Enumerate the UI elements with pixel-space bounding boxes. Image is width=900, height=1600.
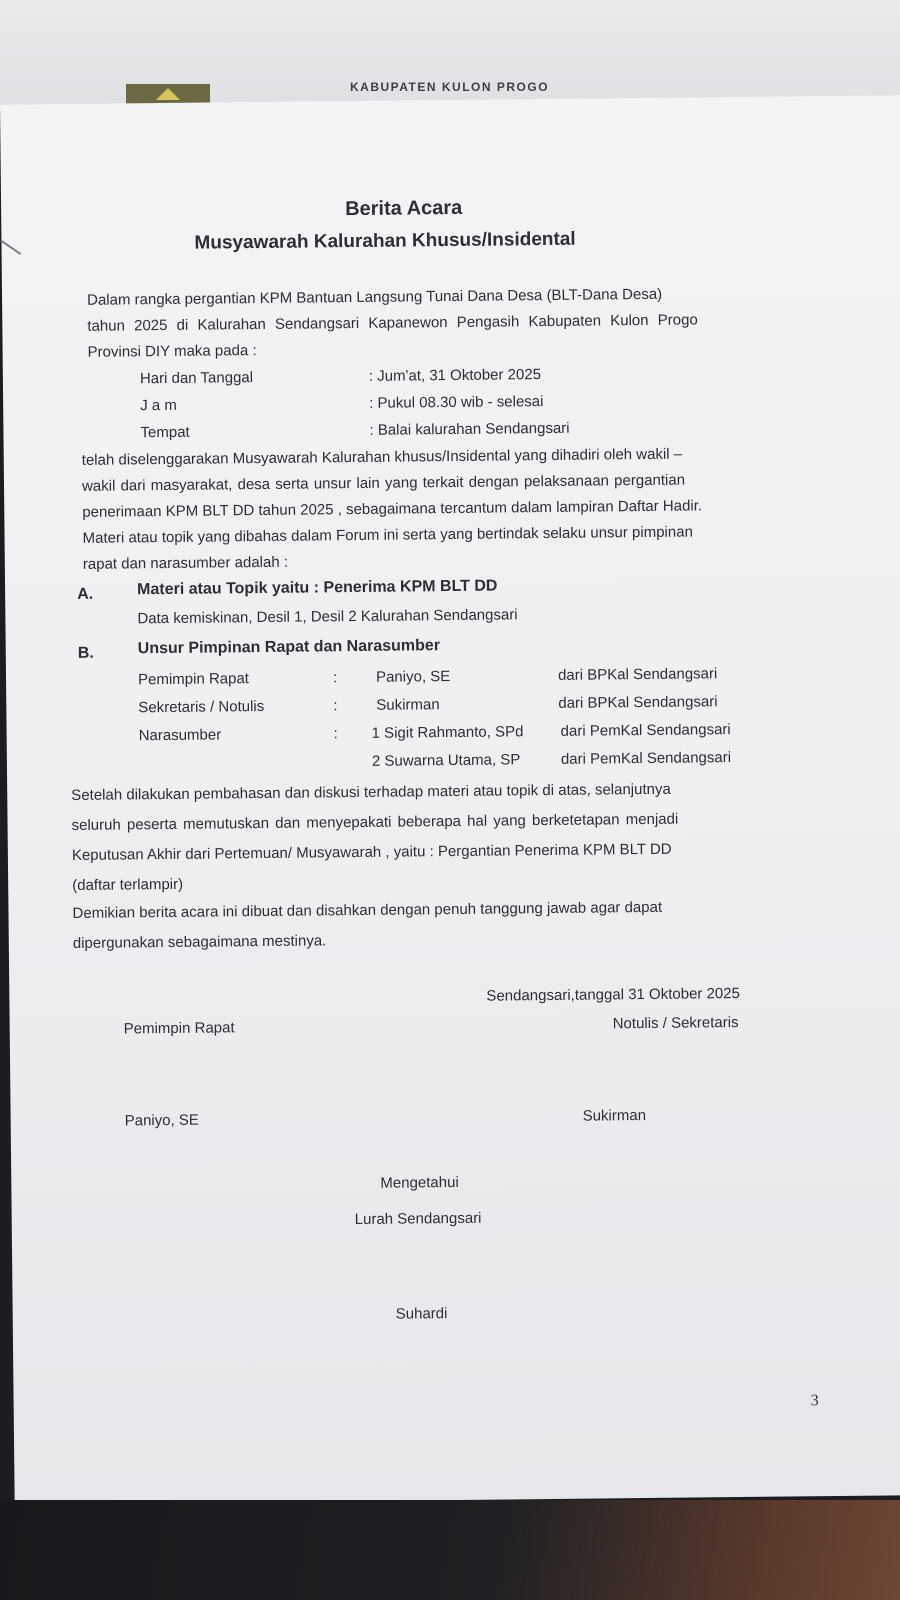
official-name: Sukirman <box>376 696 440 714</box>
signature-left-name: Paniyo, SE <box>124 1111 199 1130</box>
conclusion-line-3: Keputusan Akhir dari Pertemuan/ Musyawarah , yaitu : Pergantian Penerima KPM BLT DD <box>71 840 672 865</box>
document-page <box>0 95 900 1504</box>
acknowledgement-name: Suhardi <box>395 1305 448 1323</box>
acknowledgement-role: Lurah Sendangsari <box>354 1209 482 1229</box>
signature-left-role: Pemimpin Rapat <box>123 1019 235 1038</box>
page-number: 3 <box>810 1392 819 1410</box>
day-value: : Jum'at, 31 Oktober 2025 <box>368 366 542 385</box>
body-line-2: wakil dari masyarakat, desa serta unsur lain yang terkait dengan pelaksanaan pergantian <box>81 471 686 495</box>
paper-crease <box>0 240 21 255</box>
official-role: Narasumber <box>138 726 222 745</box>
signature-place-date: Sendangsari,tanggal 31 Oktober 2025 <box>486 985 740 1005</box>
section-b-letter: B. <box>77 644 94 662</box>
official-role: Sekretaris / Notulis <box>138 697 265 717</box>
official-org: dari BPKal Sendangsari <box>558 693 718 712</box>
official-colon: : <box>332 669 338 687</box>
desk-surface <box>0 1500 900 1600</box>
official-name: 2 Suwarna Utama, SP <box>371 751 521 770</box>
place-label: Tempat <box>140 423 190 442</box>
official-name: Paniyo, SE <box>375 668 451 686</box>
official-colon: : <box>333 697 338 715</box>
place-value: : Balai kalurahan Sendangsari <box>369 419 570 439</box>
conclusion-line-6: dipergunakan sebagaimana mestinya. <box>72 932 327 952</box>
underlying-page-header: KABUPATEN KULON PROGO <box>350 80 550 94</box>
intro-line-2: tahun 2025 di Kalurahan Sendangsari Kapanewon Pengasih Kabupaten Kulon Progo <box>87 311 698 335</box>
day-label: Hari dan Tanggal <box>139 369 254 388</box>
document-subtitle: Musyawarah Kalurahan Khusus/Insidental <box>194 228 576 254</box>
official-org: dari BPKal Sendangsari <box>557 665 718 684</box>
time-value: : Pukul 08.30 wib - selesai <box>369 393 544 412</box>
body-line-3: penerimaan KPM BLT DD tahun 2025 , sebagaimana tercantum dalam lampiran Daftar Hadir. <box>82 497 703 521</box>
conclusion-line-1: Setelah dilakukan pembahasan dan diskusi terhadap materi atau topik di atas, selanjutnya <box>71 780 671 805</box>
official-org: dari PemKal Sendangsari <box>560 749 732 768</box>
conclusion-line-5: Demikian berita acara ini dibuat dan disahkan dengan penuh tanggung jawab agar dapat <box>72 898 663 922</box>
section-b-heading: Unsur Pimpinan Rapat dan Narasumber <box>137 637 441 658</box>
document-title: Berita Acara <box>345 196 463 221</box>
underlying-page <box>0 0 900 110</box>
conclusion-line-4: (daftar terlampir) <box>72 875 184 894</box>
body-line-4: Materi atau topik yang dibahas dalam Forum ini serta yang bertindak selaku unsur pimpinan <box>82 523 693 547</box>
intro-line-3: Provinsi DIY maka pada : <box>87 342 257 361</box>
section-a-detail: Data kemiskinan, Desil 1, Desil 2 Kalurahan Sendangsari <box>137 606 518 628</box>
official-role: Pemimpin Rapat <box>137 670 250 689</box>
signature-right-role: Notulis / Sekretaris <box>612 1014 739 1033</box>
body-line-5: rapat dan narasumber adalah : <box>82 553 289 573</box>
section-a-heading: Materi atau Topik yaitu : Penerima KPM BLT DD <box>137 577 498 599</box>
official-org: dari PemKal Sendangsari <box>560 721 731 740</box>
body-line-1: telah diselenggarakan Musyawarah Kalurahan khusus/Insidental yang dihadiri oleh wakil – <box>81 445 683 469</box>
conclusion-line-2: seluruh peserta memutuskan dan menyepakati beberapa hal yang berketetapan menjadi <box>71 810 679 835</box>
signature-right-name: Sukirman <box>582 1107 647 1125</box>
official-name: 1 Sigit Rahmanto, SPd <box>371 723 524 742</box>
official-colon: : <box>333 725 338 743</box>
section-a-letter: A. <box>77 585 94 603</box>
acknowledgement-label: Mengetahui <box>380 1173 459 1192</box>
intro-line-1: Dalam rangka pergantian KPM Bantuan Langsung Tunai Dana Desa (BLT-Dana Desa) <box>86 285 663 309</box>
time-label: J a m <box>140 396 177 415</box>
